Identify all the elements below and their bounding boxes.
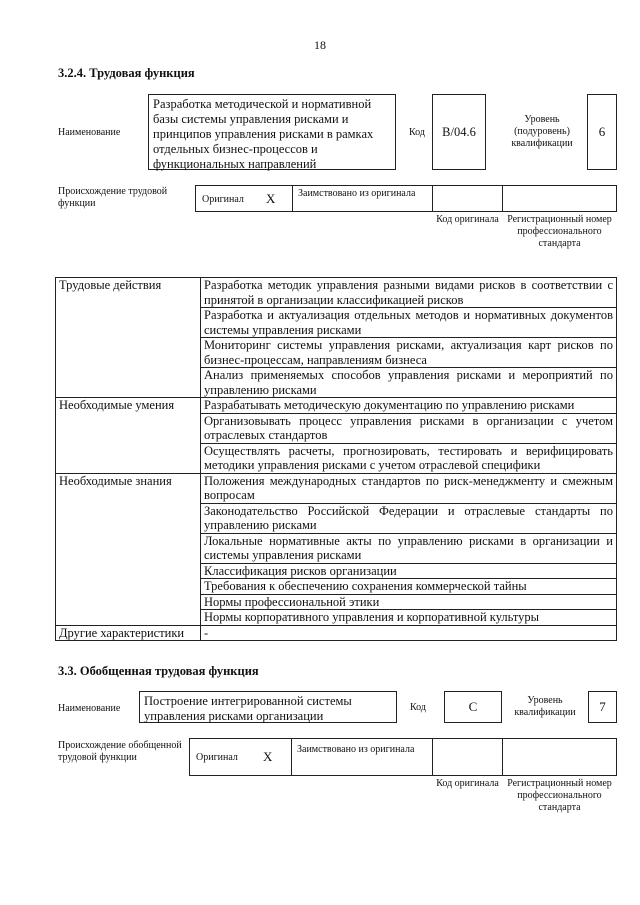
function-name-box [139, 691, 397, 723]
section-title: 3.3. Обобщенная трудовая функция [58, 664, 259, 678]
original-mark: X [263, 749, 273, 764]
borrowed-label: Заимствовано из оригинала [297, 744, 415, 755]
level-label: Уровень (подуровень) квалификации [511, 114, 573, 149]
name-label: Наименование [58, 703, 121, 714]
code-value: B/04.6 [442, 124, 476, 139]
level-box [587, 94, 617, 170]
original-mark: X [266, 191, 276, 206]
function-name-text: Разработка методической и нормативной базы системы управления рисками и принципов управления рисками в рамках отдельных бизнес-процессов и функциональных направлений [153, 97, 374, 171]
labor-function-table [55, 277, 617, 641]
table-row [56, 625, 617, 641]
table-cell: Разработка и актуализация отдельных методов и нормативных документов системы управления рисками [201, 308, 617, 338]
code-box [432, 94, 486, 170]
origin-code-caption: Код оригинала [436, 214, 499, 225]
origin-label: Происхождение трудовой функции [58, 186, 168, 209]
origin-code-cell [432, 185, 503, 212]
origin-label: Происхождение обобщенной трудовой функции [58, 740, 182, 763]
level-box [588, 691, 617, 723]
category-cell: Другие характеристики [56, 625, 201, 641]
code-value: C [468, 699, 478, 714]
reg-number-cell [502, 185, 617, 212]
code-box [444, 691, 502, 723]
section-title: 3.2.4. Трудовая функция [58, 66, 195, 80]
code-label: Код [410, 702, 426, 713]
category-cell: Трудовые действия [56, 278, 201, 398]
table-row [56, 278, 617, 308]
original-cell [189, 738, 292, 776]
table-row [56, 398, 617, 414]
table-cell: Нормы корпоративного управления и корпоративной культуры [201, 610, 617, 626]
borrowed-label: Заимствовано из оригинала [298, 188, 416, 199]
level-value: 7 [599, 699, 606, 714]
level-label: Уровень квалификации [514, 695, 576, 718]
borrowed-cell [292, 185, 433, 212]
table-cell: Положения международных стандартов по риск-менеджменту и смежным вопросам [201, 473, 617, 503]
function-name-box [148, 94, 396, 170]
category-cell: Необходимые знания [56, 473, 201, 625]
reg-number-cell [502, 738, 617, 776]
table-cell: Законодательство Российской Федерации и отраслевые стандарты по управлению рисками [201, 503, 617, 533]
reg-number-caption: Регистрационный номер профессионального стандарта [507, 214, 612, 249]
level-value: 6 [598, 124, 606, 139]
origin-code-caption: Код оригинала [436, 778, 499, 789]
table-cell: Локальные нормативные акты по управлению рисками в организации и системы управления рисками [201, 533, 617, 563]
table-cell: Разработка методик управления разными видами рисков в соответствии с принятой в организации классификацией рисков [201, 278, 617, 308]
table-cell: Осуществлять расчеты, прогнозировать, тестировать и верифицировать методики управления рисками с учетом отраслевой специфики [201, 443, 617, 473]
original-label: Оригинал [202, 194, 244, 205]
name-label: Наименование [58, 127, 121, 138]
function-name-text: Построение интегрированной системы управления рисками организации [144, 694, 352, 723]
code-label: Код [409, 127, 425, 138]
original-cell [195, 185, 293, 212]
table-cell: Требования к обеспечению сохранения коммерческой тайны [201, 579, 617, 595]
borrowed-cell [291, 738, 433, 776]
table-cell: Классификация рисков организации [201, 563, 617, 579]
table-cell: Мониторинг системы управления рисками, актуализация карт рисков по бизнес-процессам, направлениям бизнеса [201, 338, 617, 368]
origin-code-cell [432, 738, 503, 776]
table-cell: - [201, 625, 617, 641]
table-cell: Разрабатывать методическую документацию по управлению рисками [201, 398, 617, 414]
table-row [56, 473, 617, 503]
original-label: Оригинал [196, 752, 238, 763]
table-cell: Организовывать процесс управления рисками в организации с учетом отраслевых стандартов [201, 413, 617, 443]
reg-number-caption: Регистрационный номер профессионального стандарта [507, 778, 612, 813]
table-cell: Анализ применяемых способов управления рисками и мероприятий по управлению рисками [201, 368, 617, 398]
category-cell: Необходимые умения [56, 398, 201, 474]
page-number: 18 [314, 38, 326, 52]
table-cell: Нормы профессиональной этики [201, 594, 617, 610]
